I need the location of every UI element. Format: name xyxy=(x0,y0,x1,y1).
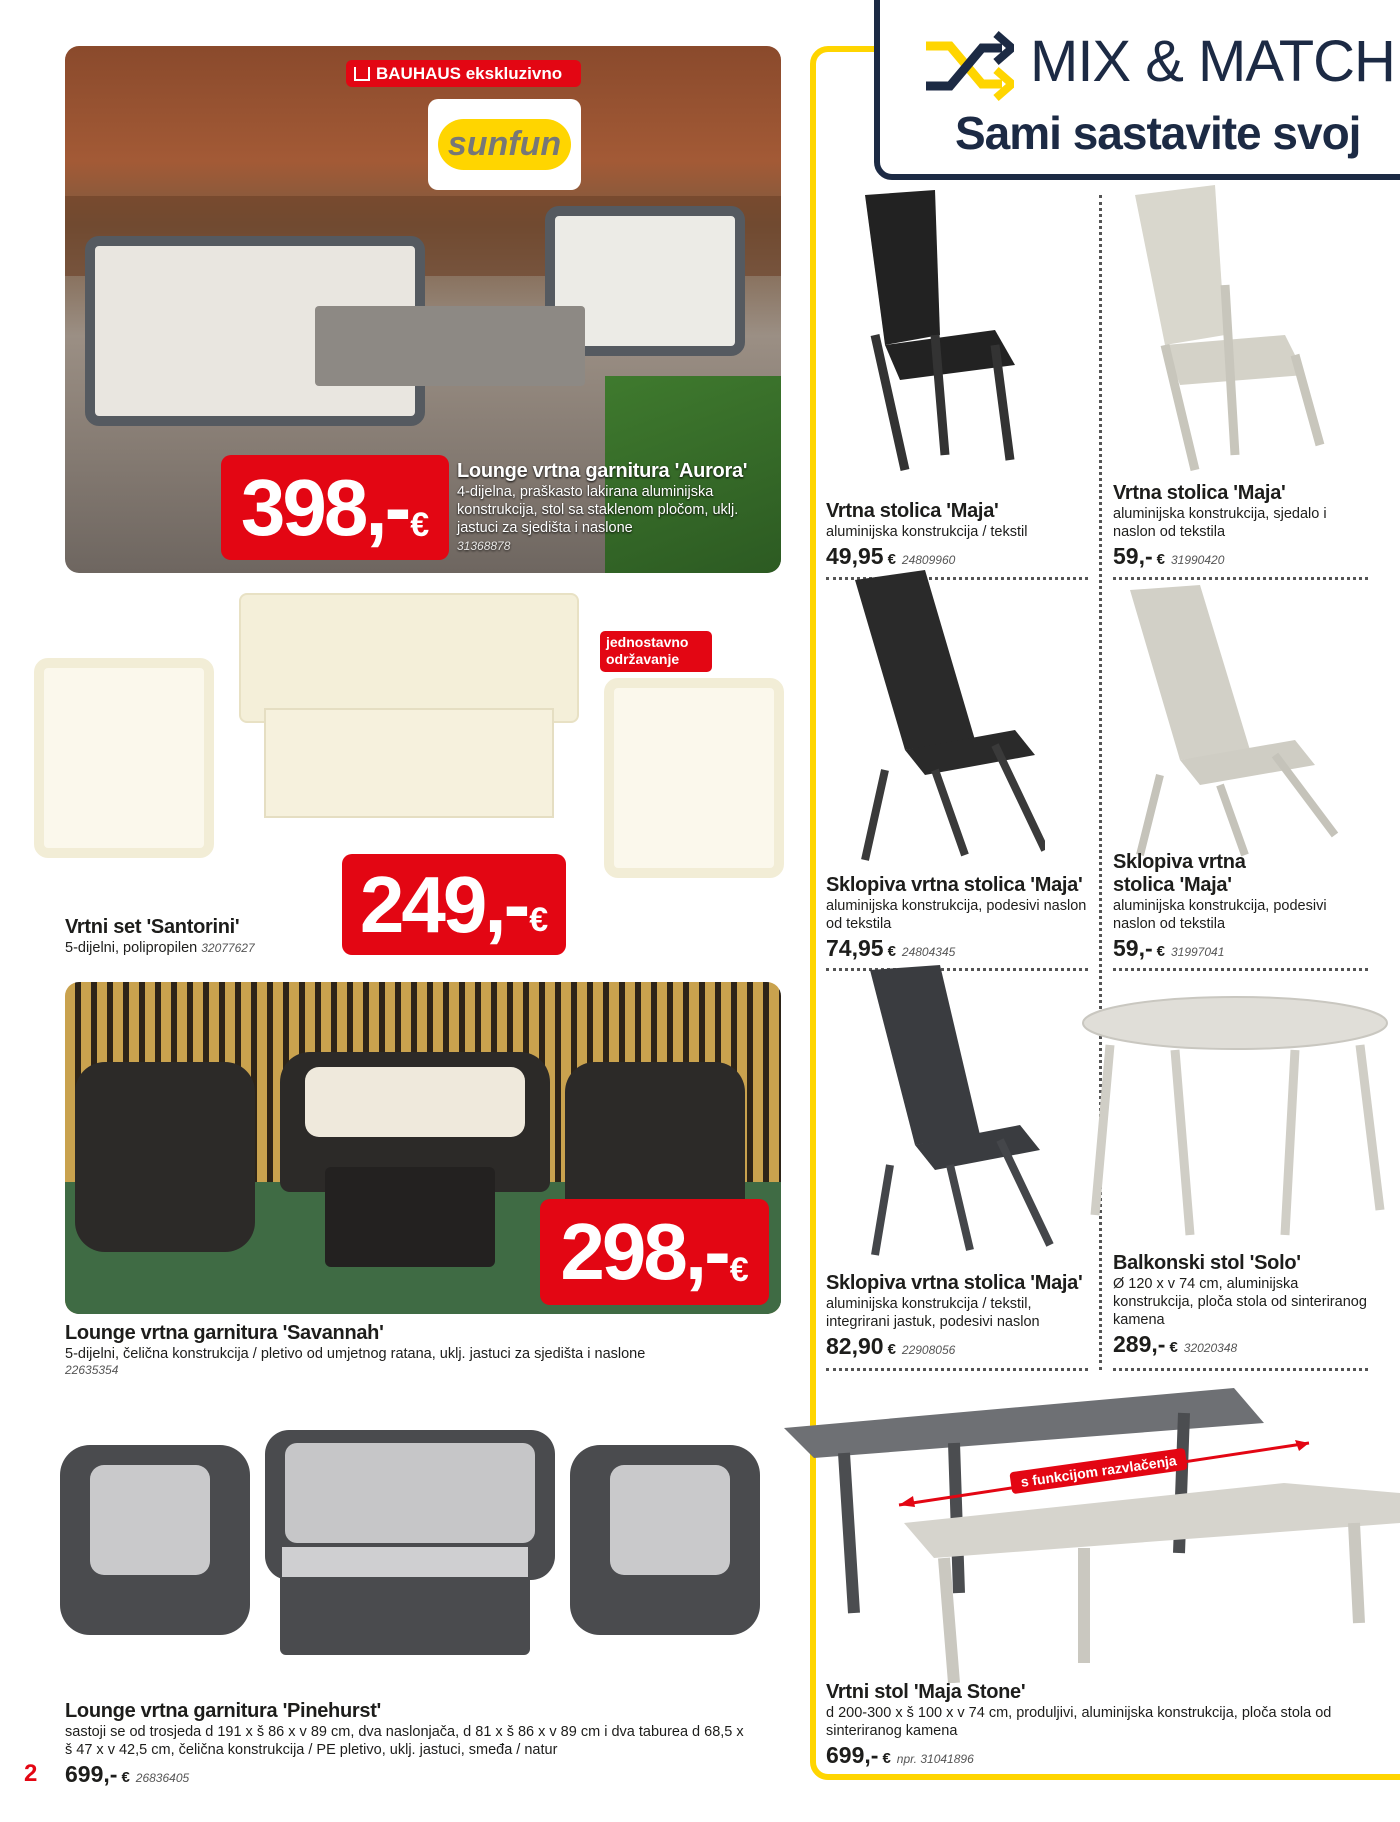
maja-stone-table-image xyxy=(784,1383,1400,1683)
aurora-price: 398,- € xyxy=(221,455,449,560)
shuffle-icon xyxy=(922,26,1014,106)
sunfun-logo: sunfun xyxy=(428,99,581,190)
chair-image xyxy=(1125,585,1345,865)
pinehurst-set-image xyxy=(50,1425,780,1665)
page-number: 2 xyxy=(24,1760,38,1787)
chair-image xyxy=(845,570,1045,870)
chair-image xyxy=(860,965,1060,1265)
maja-stone-text: Vrtni stol 'Maja Stone' d 200-300 x š 100 x v 74 cm, produljivi, aluminijska konstrukcija, ploča stola od sinteriranog kamena 699,- € npr. 31041896 xyxy=(826,1681,1332,1768)
aurora-text: Lounge vrtna garnitura 'Aurora' 4-dijelna, praškasto lakirana aluminijska konstrukcija, stol sa staklenom pločom, uklj. jastuci za sjedišta i naslone 31368878 xyxy=(457,460,748,553)
row-divider xyxy=(1113,968,1368,971)
bauhaus-exclusive-badge: BAUHAUS ekskluzivno xyxy=(346,60,581,87)
santorini-text: Vrtni set 'Santorini' 5-dijelni, polipropilen 32077627 xyxy=(65,916,255,956)
savannah-price: 298,- € xyxy=(540,1199,769,1305)
row-divider xyxy=(1113,1368,1368,1371)
chair-image xyxy=(1125,185,1335,475)
easy-maintenance-badge: jednostavno održavanje xyxy=(600,631,712,672)
house-icon xyxy=(354,67,370,81)
product-solo-table: Balkonski stol 'Solo' Ø 120 x v 74 cm, aluminijska konstrukcija, ploča stola od sinteriranog kamena 289,- € 32020348 xyxy=(1113,1252,1367,1357)
product-maja-black: Vrtna stolica 'Maja' aluminijska konstrukcija / tekstil 49,95 € 24809960 xyxy=(826,500,1028,569)
row-divider xyxy=(826,1368,1088,1371)
product-maja-light: Vrtna stolica 'Maja' aluminijska konstrukcija, sjedalo i naslon od tekstila 59,- € 31990420 xyxy=(1113,482,1327,569)
savannah-text: Lounge vrtna garnitura 'Savannah' 5-dijelni, čelična konstrukcija / pletivo od umjetnog ratana, uklj. jastuci za sjedišta i naslone 22635354 xyxy=(65,1322,646,1377)
santorini-price: 249,- € xyxy=(342,854,566,955)
product-maja-folding-light: Sklopiva vrtna stolica 'Maja' aluminijska konstrukcija, podesivi naslon od tekstila 59,- € 31997041 xyxy=(1113,851,1327,961)
table-image xyxy=(1080,995,1390,1240)
product-maja-folding-black: Sklopiva vrtna stolica 'Maja' aluminijska konstrukcija, podesivi naslon od tekstila 74,95 € 24804345 xyxy=(826,874,1087,961)
mix-match-header: MIX & MATCH Sami sastavite svoj xyxy=(874,0,1400,180)
pinehurst-text: Lounge vrtna garnitura 'Pinehurst' sastoji se od trosjeda d 191 x š 86 x v 89 cm, dva naslonjača, d 81 x š 86 x v 89 cm i dva taburea d 68,5 x š 47 x v 42,5 cm, čelična konstrukcija / PE pletivo, uklj. jastuci, smeđa / natur 699,- € 26836405 xyxy=(65,1700,744,1787)
row-divider xyxy=(1113,577,1368,580)
extendable-badge: s funkcijom razvlačenja xyxy=(1009,1448,1188,1494)
chair-image xyxy=(845,185,1025,475)
product-maja-folding-cushion: Sklopiva vrtna stolica 'Maja' aluminijska konstrukcija / tekstil, integrirani jastuk, podesivi naslon 82,90 € 22908056 xyxy=(826,1272,1083,1359)
